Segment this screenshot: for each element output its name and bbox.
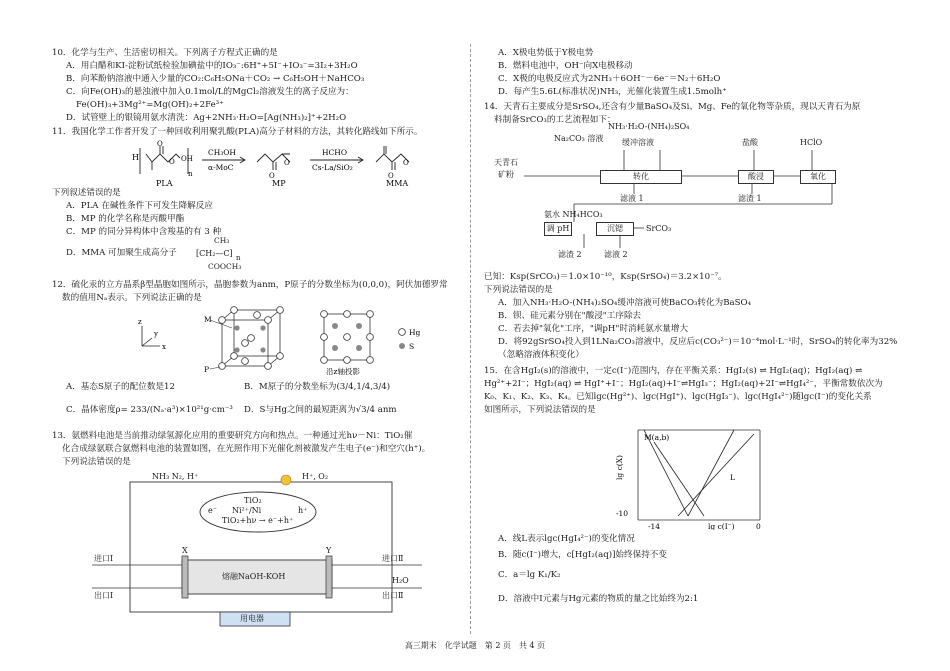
q11-d-formula-mid: [CH₂—C] bbox=[196, 249, 233, 258]
q15-x-label: lg c(I⁻) bbox=[708, 522, 735, 530]
q12-stem-2: 数的值用Nₐ表示。下列说法正确的是 bbox=[62, 293, 202, 303]
q13-outlet-2: 出口Ⅱ bbox=[382, 591, 404, 600]
arrow-2-top: HCHO bbox=[322, 148, 347, 157]
q12-option-c: C．晶体密度ρ= 233/(Nₐ·a³)×10²¹g·cm⁻³ bbox=[66, 405, 233, 415]
q13-e-label: e⁻ bbox=[208, 506, 217, 515]
q13-stem-1: 13．氨燃料电池是当前推动绿氢源化应用的重要研究方向和热点。一种通过光hν－Ni：TiO₂催 bbox=[52, 431, 413, 441]
q11-d-formula-n: n bbox=[236, 254, 241, 262]
q13-cat-2: Ni²⁺/Ni bbox=[232, 506, 262, 515]
q13-device: 用电器 bbox=[240, 614, 264, 623]
pla-o2: O bbox=[157, 140, 163, 148]
projection-caption: 沿z轴投影 bbox=[326, 367, 360, 376]
q14-option-a: A．加入NH₃·H₂O-(NH₄)₂SO₄缓冲溶液可使BaCO₃转化为BaSO₄ bbox=[498, 298, 752, 308]
q13-cat-1: TiO₂ bbox=[244, 496, 262, 505]
q14-residue-1: 滤渣 1 bbox=[738, 194, 762, 203]
q15-stem-4: 如图所示，下列说法错误的是 bbox=[484, 405, 596, 415]
q11-option-a: A．PLA 在碱性条件下可发生降解反应 bbox=[66, 201, 213, 211]
q13-h-label: h⁺ bbox=[298, 506, 308, 515]
q11-option-c: C．MP 的同分异构体中含羧基的有 3 种 bbox=[66, 227, 222, 237]
q15-lines bbox=[644, 430, 754, 516]
q15-stem-1: 15．在含HgI₂(s)的溶液中，一定c(I⁻)范围内，存在平衡关系：HgI₂(s) ⇌ HgI₂(aq)；HgI₂(aq) ⇌ bbox=[484, 366, 863, 376]
q14-reagent-hclo: HClO bbox=[800, 138, 823, 147]
q15-tick-x1: -14 bbox=[648, 522, 661, 530]
pla-o1: O bbox=[169, 158, 175, 166]
q13-outlet-1: 出口Ⅰ bbox=[94, 591, 114, 600]
q12-option-b: B．M原子的分数坐标为(3/4,1/4,3/4) bbox=[244, 382, 391, 392]
q14-box-oxidize: 氧化 bbox=[800, 170, 836, 184]
q14-box-transform: 转化 bbox=[600, 170, 682, 184]
legend-s-icon bbox=[399, 343, 405, 349]
q13-top-right: H⁺, O₂ bbox=[302, 472, 329, 481]
q13-cat-3: TiO₂+hν → e⁻+h⁺ bbox=[222, 516, 294, 525]
q10-stem: 10．化学与生产、生活密切相关。下列离子方程式正确的是 bbox=[52, 48, 278, 58]
q15-line-l: L bbox=[730, 473, 735, 482]
q13-h2o: H₂O bbox=[392, 576, 409, 585]
q14-reagent-na2co3: Na₂CO₃ 溶液 bbox=[554, 134, 604, 143]
q14-filtrate-2: 滤液 2 bbox=[604, 250, 628, 259]
q15-option-b: B．随c(I⁻)增大，c[HgI₂(aq)]始终保持不变 bbox=[498, 550, 667, 560]
q14-stem-2: 料制备SrCO₃的工艺流程如下： bbox=[494, 115, 616, 125]
label-m: M bbox=[204, 315, 212, 324]
q15-point-m: M(a,b) bbox=[644, 433, 670, 442]
axis-y-label: y bbox=[154, 330, 158, 338]
q15-tick-y: -10 bbox=[616, 509, 629, 518]
q15-stem-3: K₀、K₁、K₂、K₃、K₄。已知lgc(Hg²⁺)、lgc(HgI⁺)、lgc(HgI₃⁻)、lgc(HgI₄²⁻)随lgc(I⁻)的变化关系 bbox=[484, 392, 872, 402]
electrode-y bbox=[326, 556, 332, 598]
q14-option-d-note: （忽略溶液体积变化） bbox=[498, 350, 584, 360]
q14-box-strontium: 沉锶 bbox=[596, 222, 634, 236]
q13-stem-3: 下列说法错误的是 bbox=[62, 457, 131, 467]
mp-o2: O bbox=[269, 172, 275, 180]
q14-box-ph: 调 pH bbox=[544, 222, 572, 236]
q13-option-b: B．燃料电池中，OH⁻向X电极移动 bbox=[498, 61, 633, 71]
q10-option-a: A．用白醋和KI-淀粉试纸检验加碘盐中的IO₃⁻:6H⁺+5I⁻+IO₃⁻=3I₂+3H₂O bbox=[66, 61, 358, 71]
arrow-2-bottom: Cs-La/SiO₂ bbox=[312, 163, 353, 172]
q15-option-a: A．线L表示lgc(HgI₄²⁻)的变化情况 bbox=[498, 534, 635, 544]
q11-prompt: 下列叙述错误的是 bbox=[52, 188, 121, 198]
q15-option-c: C．a＝lg K₁/K₂ bbox=[498, 570, 561, 580]
mma-o: O bbox=[403, 159, 409, 167]
q10-option-c-equation: Fe(OH)₃+3Mg²⁺=Mg(OH)₂+2Fe³⁺ bbox=[76, 100, 224, 110]
q11-reaction-scheme bbox=[122, 140, 452, 188]
axis-x-label: x bbox=[162, 343, 166, 351]
q15-graph bbox=[604, 420, 764, 530]
q14-start-2: 矿粉 bbox=[498, 170, 514, 179]
q14-product: SrCO₃ bbox=[646, 224, 672, 233]
q12-option-d: D．S与Hg之间的最短距离为√3/4 anm bbox=[244, 405, 397, 415]
sun-icon bbox=[281, 475, 291, 485]
q10-option-c: C．向Fe(OH)₃的悬浊液中加入0.1mol/L的MgCl₂溶液发生的离子反应为： bbox=[66, 87, 354, 97]
q15-option-d: D．溶液中I元素与Hg元素的物质的量之比始终为2:1 bbox=[498, 594, 699, 604]
q12-crystal-figure bbox=[112, 306, 442, 378]
q13-electrode-y-label: Y bbox=[326, 546, 332, 555]
q13-electrolyte: 熔融NaOH-KOH bbox=[222, 572, 286, 581]
q14-reagent-2: 氨水 NH₄HCO₃ bbox=[544, 210, 603, 219]
q14-flowchart bbox=[484, 122, 904, 270]
q10-option-b: B．向苯酚钠溶液中通入少量的CO₂:C₆H₅ONa＋CO₂ → C₆H₅OH＋NaHCO₃ bbox=[66, 74, 365, 84]
q12-option-a: A．基态S原子的配位数是12 bbox=[66, 382, 175, 392]
q13-electrode-x-label: X bbox=[182, 546, 188, 555]
q13-option-d: D．每产生5.6L(标准状况)NH₃，光催化装置生成1.5molh⁺ bbox=[498, 87, 727, 97]
pla-label: PLA bbox=[156, 179, 173, 188]
q14-box-acid: 酸浸 bbox=[738, 170, 774, 184]
arrow-1-top: CH₃OH bbox=[208, 148, 236, 157]
q14-option-b: B．钡、硅元素分别在"酸浸"工序除去 bbox=[498, 311, 642, 321]
mma-o2: O bbox=[388, 172, 394, 180]
hg-atoms bbox=[219, 307, 284, 370]
q11-d-formula-bot: COOCH₃ bbox=[208, 262, 242, 271]
q13-option-a: A．X极电势低于Y极电势 bbox=[498, 48, 594, 58]
q14-flow-lines bbox=[484, 130, 904, 270]
legend-hg-icon bbox=[399, 329, 406, 336]
q15-tick-x2: 0 bbox=[756, 522, 761, 530]
pointer-p bbox=[210, 367, 220, 369]
q14-filtrate-1: 滤液 1 bbox=[620, 194, 644, 203]
pla-h: H bbox=[132, 153, 139, 162]
label-p: P bbox=[204, 365, 210, 374]
legend-s-label: S bbox=[409, 342, 415, 351]
q13-top-left: NH₃ N₂, H⁺ bbox=[152, 472, 199, 481]
q11-option-b: B．MP 的化学名称是丙酸甲酯 bbox=[66, 214, 185, 224]
q11-stem: 11．我国化学工作者开发了一种回收利用聚乳酸(PLA)高分子材料的方法，其转化路线如下所示。 bbox=[52, 127, 423, 137]
projection-hg bbox=[321, 311, 374, 364]
column-divider bbox=[470, 44, 471, 634]
pla-oh: OH bbox=[181, 155, 193, 163]
q11-d-formula-top: CH₃ bbox=[214, 236, 230, 245]
axis-z-label: z bbox=[138, 318, 142, 326]
q14-reagent-hcl: 盐酸 bbox=[742, 138, 758, 147]
q12-stem-1: 12．硫化汞的立方晶系β型晶胞如图所示，晶胞参数为anm，P原子的分数坐标为(0,0,0)，阿伏加德罗常 bbox=[52, 280, 448, 290]
q14-ksp: 已知：Ksp(SrCO₃)＝1.0×10⁻¹⁰，Ksp(SrSO₄)＝3.2×10⁻⁷。 bbox=[484, 272, 727, 282]
q15-stem-2: Hg²⁺+2I⁻；HgI₂(aq) ⇌ HgI⁺+I⁻；HgI₂(aq)+I⁻⇌HgI₃⁻；HgI₂(aq)+2I⁻⇌HgI₄²⁻，平衡常数依次为 bbox=[484, 379, 883, 389]
q13-inlet-1: 进口Ⅰ bbox=[94, 554, 114, 563]
q14-option-d: D．将92gSrSO₄投入到1LNa₂CO₃溶液中，反应后c(CO₃²⁻)＝10⁻⁴mol·L⁻¹时，SrSO₄的转化率为32% bbox=[498, 337, 898, 347]
q14-reagent-top: NH₃·H₂O-(NH₄)₂SO₄ bbox=[608, 122, 690, 131]
arrow-1-bottom: α-MoC bbox=[208, 163, 234, 172]
q14-option-c: C．若去掉"氧化"工序，"调pH"时消耗氨水量增大 bbox=[498, 324, 689, 334]
q15-y-label: lg c(X) bbox=[615, 455, 624, 480]
q10-option-d: D．试管壁上的银镜用氨水清洗：Ag+2NH₃·H₂O=[Ag(NH₃)₂]⁺+2H₂O bbox=[66, 113, 347, 123]
q14-start: 天青石 bbox=[494, 158, 518, 167]
q13-apparatus bbox=[92, 472, 422, 632]
mp-o: O bbox=[284, 159, 290, 167]
q14-residue-2: 滤渣 2 bbox=[558, 250, 582, 259]
q13-option-c: C．X极的电极反应式为2NH₃＋6OH⁻－6e⁻＝N₂＋6H₂O bbox=[498, 74, 721, 84]
q13-stem-2: 化合成绿氨联合氨燃料电池的装置如图，在光照作用下光催化剂被激发产生电子(e⁻)和空穴(h⁺)。 bbox=[62, 444, 431, 454]
q14-stem-1: 14．天青石主要成分是SrSO₄,还含有少量BaSO₄及Si、Mg、Fe的氧化物等杂质，现以天青石为原 bbox=[484, 102, 861, 112]
q14-prompt: 下列说法错误的是 bbox=[484, 285, 553, 295]
legend-hg-label: Hg bbox=[409, 328, 421, 337]
q11-option-d: D．MMA 可加聚生成高分子 bbox=[66, 248, 177, 258]
page-footer: 高三期末 化学试题 第 2 页 共 4 页 bbox=[404, 641, 546, 650]
pla-n: n bbox=[188, 170, 193, 178]
mp-label: MP bbox=[272, 179, 286, 188]
q13-inlet-2: 进口Ⅱ bbox=[382, 554, 404, 563]
mma-label: MMA bbox=[386, 179, 409, 188]
q14-reagent-buffer: 缓冲溶液 bbox=[622, 138, 654, 147]
electrode-x bbox=[182, 556, 188, 598]
